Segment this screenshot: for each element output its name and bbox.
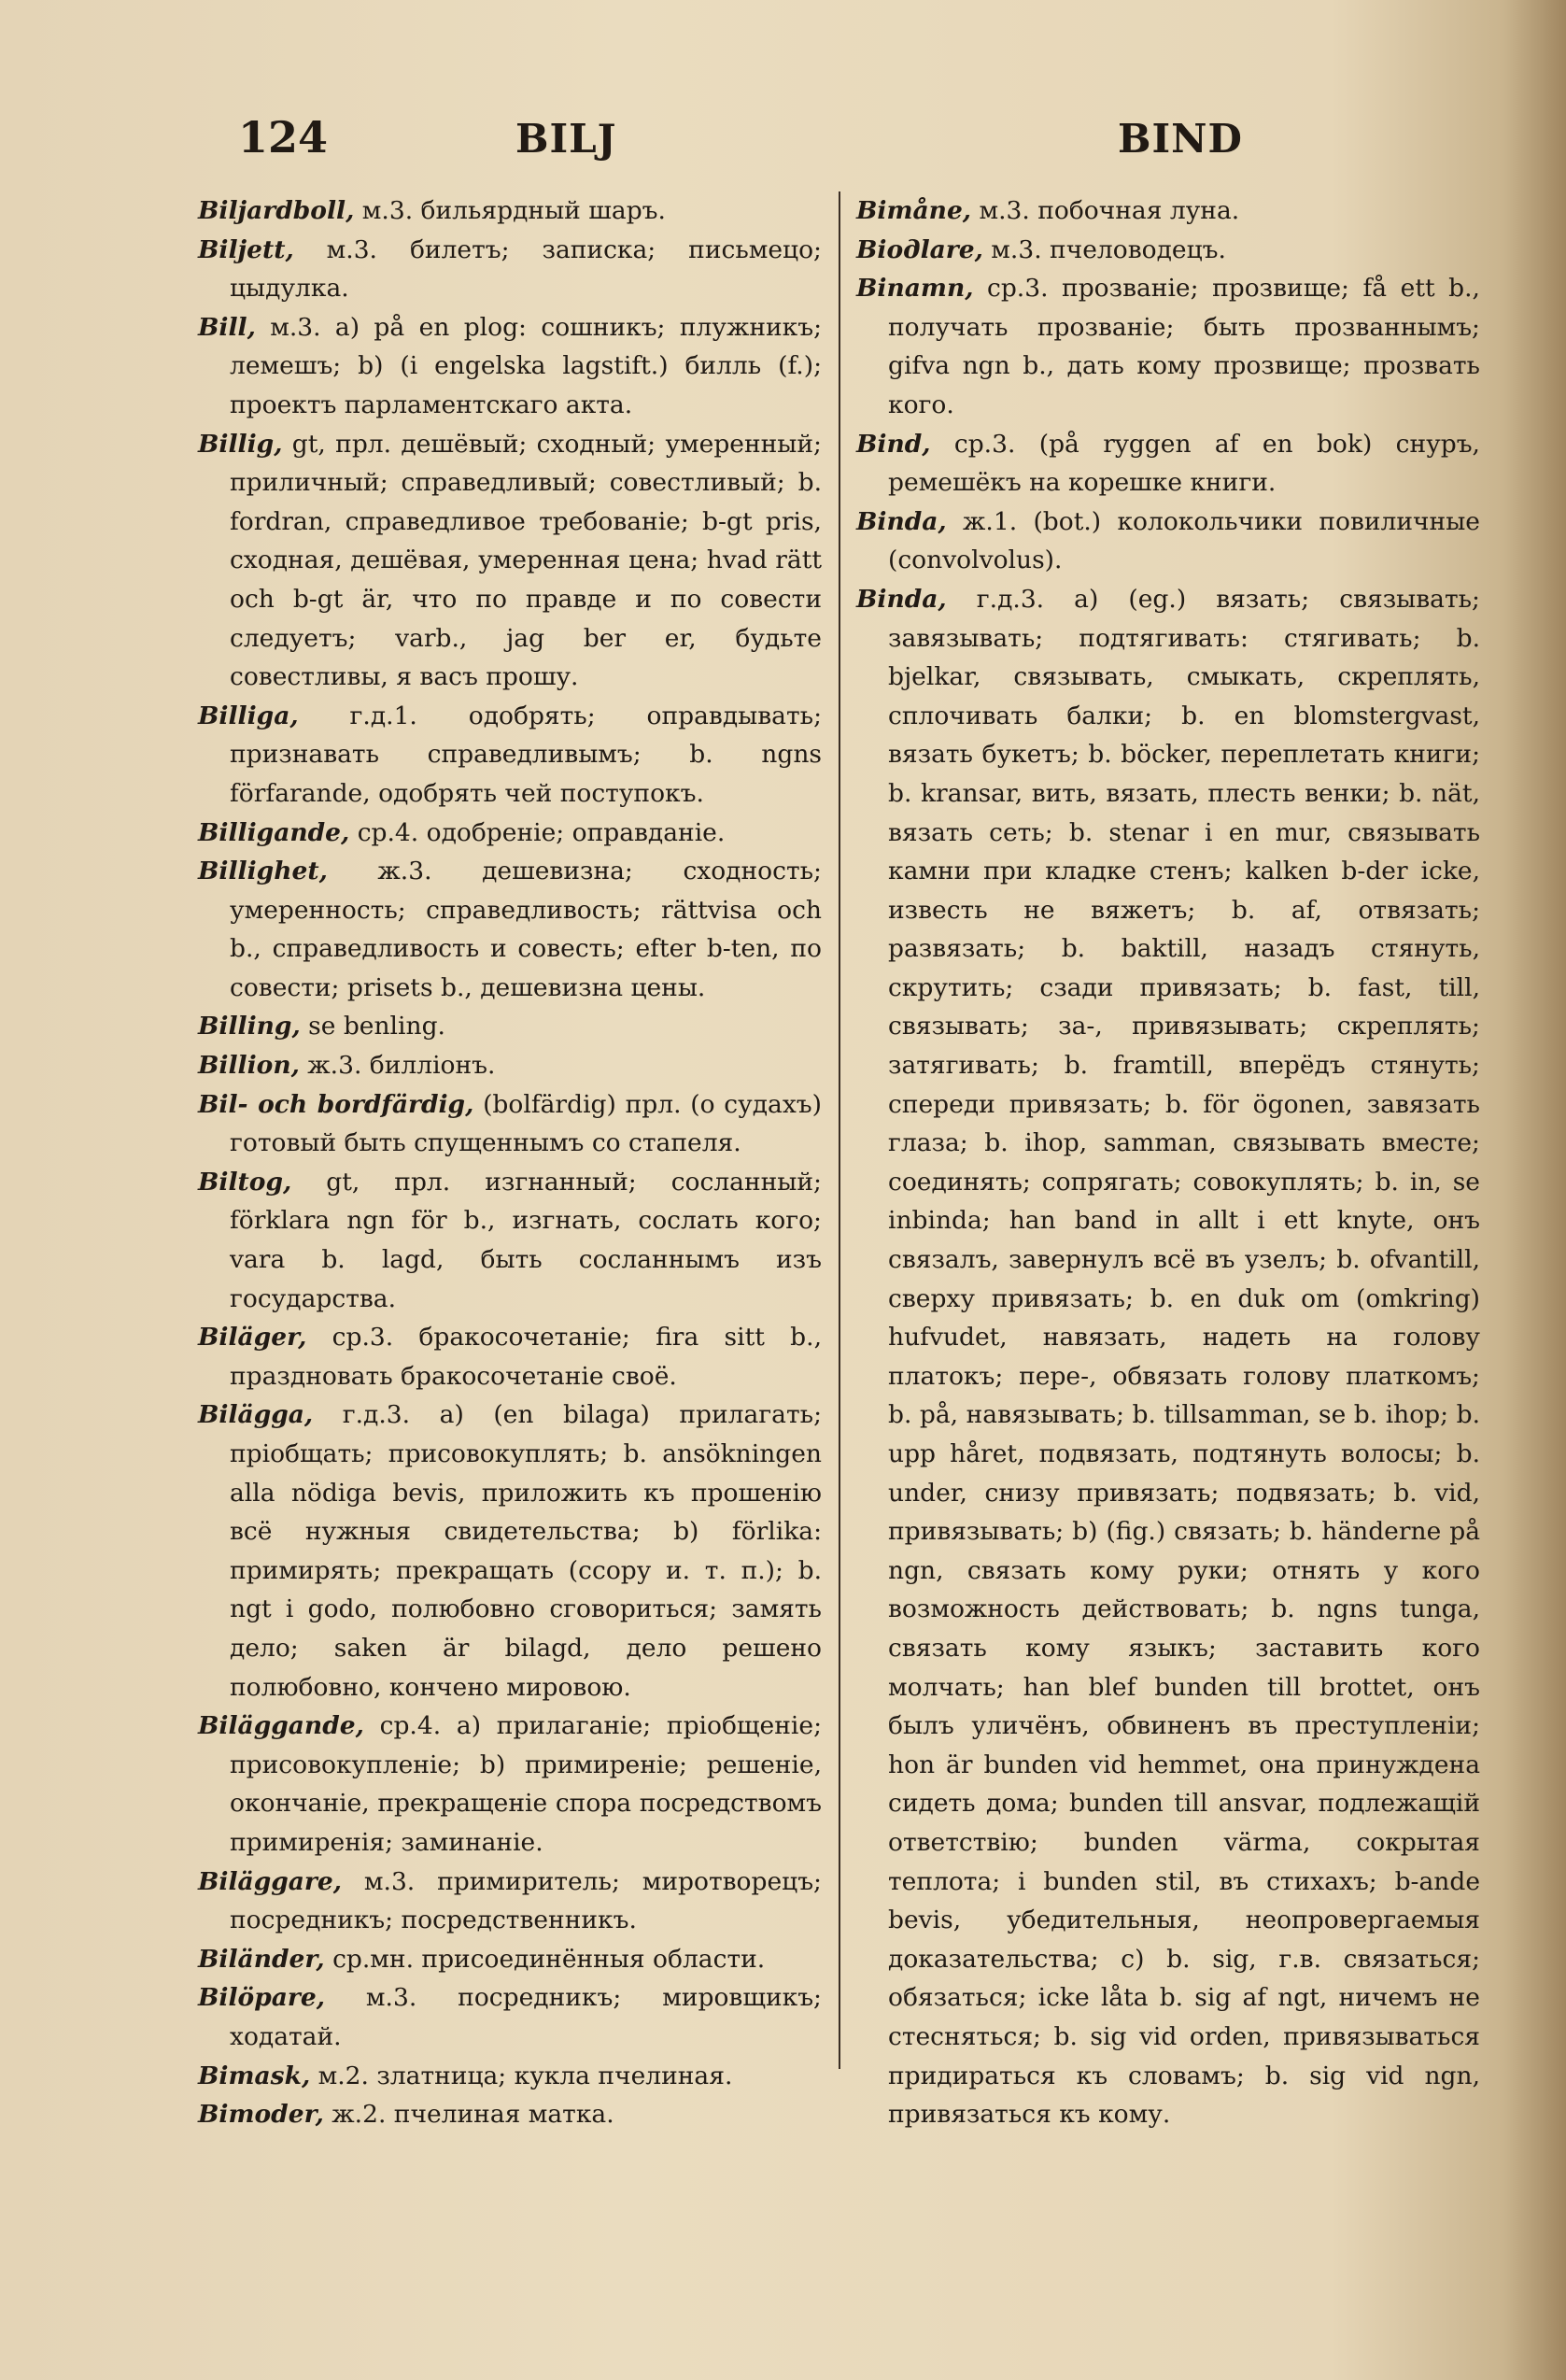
dictionary-entry <box>198 1163 822 1318</box>
entry-headword: Bind, <box>856 429 931 459</box>
entry-definition: м.2. златница; кукла пчелиная. <box>317 2061 733 2090</box>
column-divider <box>839 191 840 2069</box>
dictionary-entry <box>198 231 822 308</box>
dictionary-entry <box>198 1007 822 1046</box>
entry-definition: ср.3. (på ryggen af en bok) снуръ, ремешёкъ на корешке книги. <box>888 429 1480 498</box>
entry-headword: Bil- och bordfärdig, <box>198 1089 474 1119</box>
entry-definition: ж.2. пчелиная матка. <box>332 2100 614 2130</box>
entry-headword: Billiga, <box>198 701 299 730</box>
entry-headword: Biодlare, <box>856 234 983 264</box>
dictionary-entry <box>198 1978 822 2056</box>
entry-headword: Biläger, <box>198 1323 307 1353</box>
entry-definition: gt, прл. изгнанный; сосланный; förklara ngn för b., изгнать, сослать кого; vara b. lagd, быть сосланнымъ изъ государства. <box>230 1167 822 1313</box>
entry-definition: г.д.1. одобрять; оправдывать; признавать справедливымъ; b. ngns förfarande, одобрять чей поступокъ. <box>230 701 822 808</box>
entry-definition: г.д.3. a) (en bilaga) прилагать; пріобщать; присовокуплять; b. ansökningen alla nödiga bevis, приложить къ прошенію всё нужныя свидетельства; b) förlika: примирять; прекращать (ссору и. т. п.); b. ngt i godo, полюбовно сговориться; замять дело; saken är bilagd, дело решено полюбовно, кончено мировою. <box>230 1400 822 1702</box>
dictionary-entry <box>198 2057 822 2096</box>
entry-headword: Billigande, <box>198 817 350 847</box>
entry-definition: ср.4. одобреніе; оправданіе. <box>357 817 726 847</box>
dictionary-entry <box>198 1318 822 1395</box>
entry-headword: Bimåne, <box>856 196 972 225</box>
entry-definition: м.3. пчеловодецъ. <box>991 234 1226 264</box>
entry-definition: м.3. посредникъ; мировщикъ; ходатай. <box>230 1983 822 2051</box>
entry-definition: se benling. <box>308 1012 445 1041</box>
entry-headword: Biläggande, <box>198 1711 364 1741</box>
page-number: 124 <box>238 112 329 163</box>
dictionary-entry <box>198 1940 822 1979</box>
entry-headword: Biljardboll, <box>198 196 355 225</box>
entry-definition: ср.3. бракосочетаніе; fira sitt b., праздновать бракосочетаніе своё. <box>230 1323 822 1391</box>
dictionary-entry <box>856 269 1480 424</box>
entry-headword: Binamn, <box>856 274 974 304</box>
dictionary-entry <box>198 814 822 853</box>
entry-headword: Biländer, <box>198 1944 325 1974</box>
entry-headword: Bimoder, <box>198 2100 324 2130</box>
dictionary-entry <box>198 852 822 1007</box>
guide-word-left: BILJ <box>515 116 617 162</box>
dictionary-entry <box>856 580 1480 2134</box>
entry-headword: Bimask, <box>198 2061 311 2090</box>
dictionary-entry <box>198 1707 822 1862</box>
entry-headword: Bill, <box>198 312 256 342</box>
entry-definition: м.3. примиритель; миротворецъ; посредникъ; посредственникъ. <box>230 1866 822 1935</box>
entry-definition: м.3. билетъ; записка; письмецо; цыдулка. <box>230 234 822 304</box>
entry-definition: ср.мн. присоединённыя области. <box>332 1944 766 1974</box>
entry-headword: Billig, <box>198 429 283 459</box>
entry-definition: г.д.3. a) (eg.) вязать; связывать; завязывать; подтягивать: стягивать; b. bjelkar, связывать, смыкать, скреплять, сплочивать балки; b. en blomstergvast, вязать букетъ; b. böcker, переплетать книги; b. kransar, вить, вязать, плесть венки; b. nät, вязать сеть; b. stenar i en mur, связывать камни при кладке стенъ; kalken b-der icke, известь не вяжетъ; b. af, отвязать; развязать; b. baktill, назадъ стянуть, скрутить; сзади привязать; b. fast, till, связывать; за-, привязывать; скреплять; затягивать; b. framtill, вперёдъ стянуть; спереди привязать; b. för ögonen, завязать глаза; b. ihop, samman, связывать вместе; соединять; сопрягать; совокуплять; b. in, se inbinda; han band in allt i ett knyte, онъ связалъ, завернулъ всё въ узелъ; b. ofvantill, сверху привязать; b. en duk om (omkring) hufvudet, навязать, надеть на голову платокъ; пере-, обвязать голову платкомъ; b. på, навязывать; b. tillsamman, se b. ihop; b. upp håret, подвязать, подтянуть волосы; b. under, снизу привязать; подвязать; b. vid, привязывать; b) (fig.) связать; b. händerne på ngn, связать кому руки; отнять у кого возможность действовать; b. ngns tunga, связать кому языкъ; заставить кого молчать; han blef bunden till brottet, онъ былъ уличёнъ, обвиненъ въ преступленіи; hon är bunden vid hemmet, она принуждена сидеть дома; bunden till ansvar, подлежащій ответствію; bunden värma, сокрытая теплота; i bunden stil, въ стихахъ; b-ande bevis, убедительныя, неопровергаемыя доказательства; c) b. sig, г.в. связаться; обязаться; icke låta b. sig af ngt, ничемъ не стесняться; b. sig vid orden, привязываться придираться къ словамъ; b. sig vid ngn, привязаться къ кому. <box>888 584 1480 2130</box>
dictionary-entry <box>856 425 1480 503</box>
dictionary-entry <box>856 503 1480 580</box>
entry-definition: (bolfärdig) прл. (о судахъ) готовый быть спущеннымъ со стапеля. <box>230 1089 822 1158</box>
entry-definition: м.3. бильярдный шаръ. <box>361 196 666 225</box>
dictionary-entry <box>198 1863 822 1940</box>
entry-headword: Bilägga, <box>198 1400 314 1430</box>
right-column <box>856 191 1480 2134</box>
dictionary-entry <box>198 1395 822 1707</box>
dictionary-entry <box>198 308 822 425</box>
entry-definition: м.3. побочная луна. <box>979 196 1240 225</box>
entry-definition: м.3. a) på en plog: сошникъ; плужникъ; лемешъ; b) (i engelska lagstift.) билль (f.); проектъ парламентскаго акта. <box>230 312 822 419</box>
entry-headword: Binda, <box>856 506 947 536</box>
dictionary-entry <box>198 2095 822 2134</box>
page-header <box>0 112 1566 187</box>
entry-headword: Biltog, <box>198 1167 292 1197</box>
entry-definition: ж.1. (bot.) колокольчики повиличные (convolvolus). <box>888 506 1480 575</box>
left-column <box>198 191 822 2134</box>
entry-definition: gt, прл. дешёвый; сходный; умеренный; приличный; справедливый; совестливый; b. fordran, справедливое требованіе; b-gt pris, сходная, дешёвая, умеренная цена; hvad rätt och b-gt är, что по правде и по совести следуетъ; varb., jag ber er, будьте совестливы, я васъ прошу. <box>230 429 822 692</box>
dictionary-entry <box>198 1046 822 1085</box>
dictionary-entry <box>856 231 1480 270</box>
entry-definition: ж.3. дешевизна; сходность; умеренность; справедливость; rättvisa och b., справедливость и совесть; efter b-ten, по совести; prisets b., дешевизна цены. <box>230 857 822 1002</box>
entry-headword: Billing, <box>198 1012 301 1041</box>
dictionary-entry <box>198 1085 822 1163</box>
entry-headword: Bilöpare, <box>198 1983 325 2013</box>
entry-definition: ж.3. билліонъ. <box>307 1051 496 1081</box>
entry-headword: Biläggare, <box>198 1866 342 1896</box>
entry-headword: Binda, <box>856 584 947 614</box>
entry-definition: ср.3. прозваніе; прозвище; få ett b., получать прозваніе; быть прозваннымъ; gifva ngn b., дать кому прозвище; прозвать кого. <box>888 274 1480 419</box>
entry-headword: Biljett, <box>198 234 294 264</box>
entry-headword: Billion, <box>198 1051 300 1081</box>
entry-definition: ср.4. a) прилаганіе; пріобщеніе; присовокупленіе; b) примиреніе; решеніе, окончаніе, прекращеніе спора посредствомъ примиренія; заминаніе. <box>230 1711 822 1857</box>
dictionary-entry <box>198 191 822 231</box>
dictionary-entry <box>856 191 1480 231</box>
entry-headword: Billighet, <box>198 857 328 886</box>
dictionary-entry <box>198 697 822 814</box>
dictionary-entry <box>198 425 822 697</box>
guide-word-right: BIND <box>1118 116 1243 162</box>
